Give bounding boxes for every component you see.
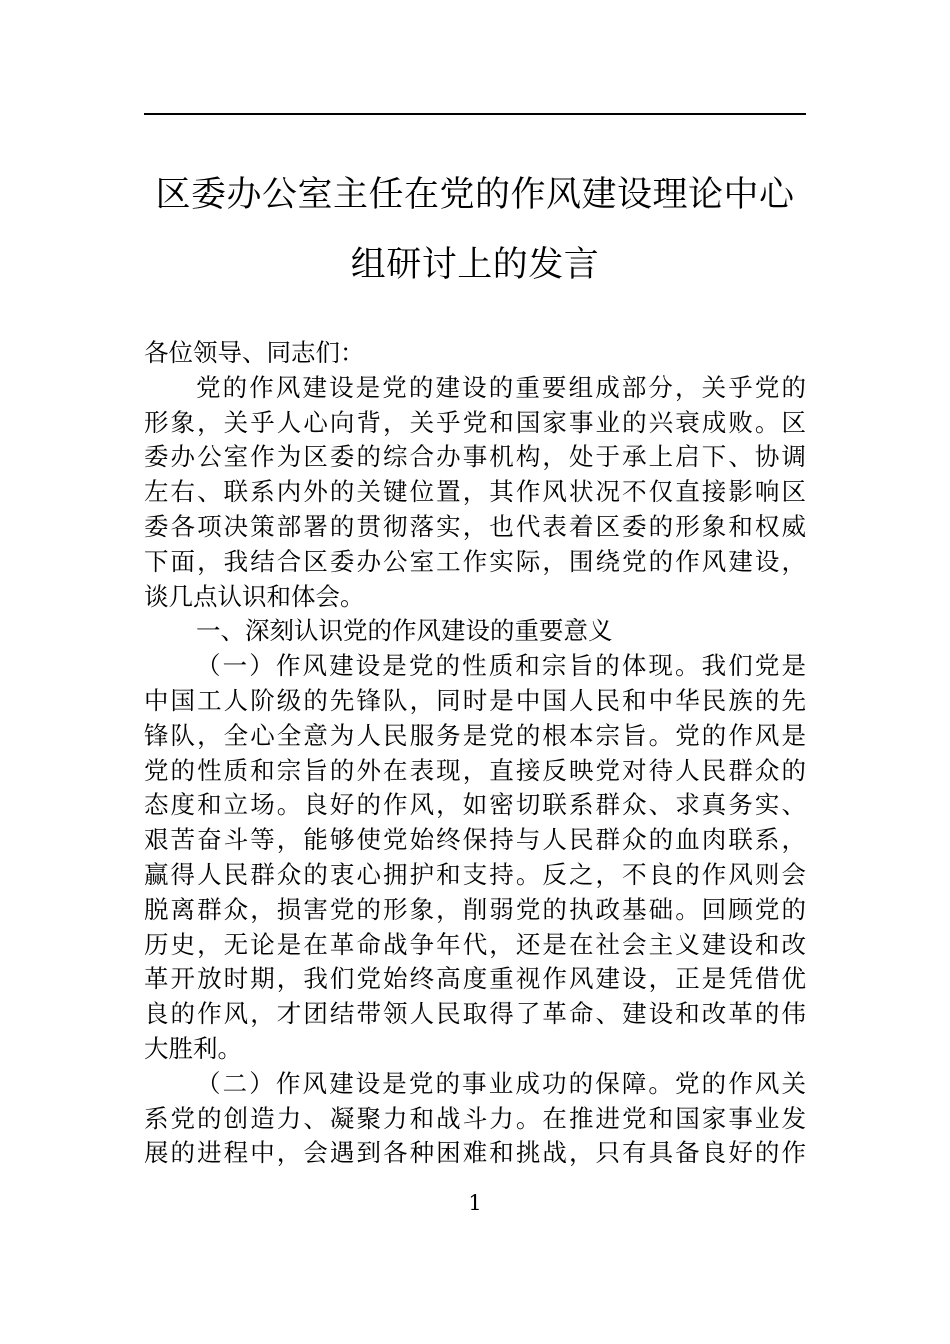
paragraph-3-line: 系党的创造力、凝聚力和战斗力。在推进党和国家事业发 [144,1103,806,1133]
paragraph-1-line: 委办公室作为区委的综合办事机构，处于承上启下、协调 [144,442,806,472]
paragraph-2-line: 历史，无论是在革命战争年代，还是在社会主义建设和改 [144,929,806,959]
header-rule [144,113,806,115]
paragraph-2-line: 大胜利。 [144,1033,242,1063]
paragraph-1-line: 委各项决策部署的贯彻落实，也代表着区委的形象和权威 [144,511,806,541]
document-body [144,336,806,1171]
salutation: 各位领导、同志们： [144,338,365,367]
page-number: 1 [468,1191,482,1215]
paragraph-2-line: （一）作风建设是党的性质和宗旨的体现。我们党是 [196,651,806,681]
paragraph-2-line: 艰苦奋斗等，能够使党始终保持与人民群众的血肉联系， [144,825,806,855]
paragraph-2-line: 态度和立场。良好的作风，如密切联系群众、求真务实、 [144,790,806,820]
paragraph-1-line: 下面，我结合区委办公室工作实际，围绕党的作风建设， [144,546,806,576]
section-heading-1: 一、深刻认识党的作风建设的重要意义 [196,616,613,646]
document-title-line-1: 区委办公室主任在党的作风建设理论中心 [155,175,795,215]
document-title-line-2: 组研讨上的发言 [350,245,600,285]
paragraph-1-line: 党的作风建设是党的建设的重要组成部分，关乎党的 [196,372,806,402]
paragraph-2-line: 赢得人民群众的衷心拥护和支持。反之，不良的作风则会 [144,859,806,889]
paragraph-3-line: （二）作风建设是党的事业成功的保障。党的作风关 [196,1068,806,1098]
paragraph-2-line: 党的性质和宗旨的外在表现，直接反映党对待人民群众的 [144,755,806,785]
paragraph-3-line: 展的进程中，会遇到各种困难和挑战，只有具备良好的作 [144,1138,806,1168]
paragraph-1-line: 谈几点认识和体会。 [144,581,365,611]
paragraph-2-line: 锋队，全心全意为人民服务是党的根本宗旨。党的作风是 [144,720,806,750]
paragraph-1-line: 左右、联系内外的关键位置，其作风状况不仅直接影响区 [144,477,806,507]
paragraph-2-line: 革开放时期，我们党始终高度重视作风建设，正是凭借优 [144,964,806,994]
paragraph-2-line: 脱离群众，损害党的形象，削弱党的执政基础。回顾党的 [144,894,806,924]
paragraph-2-line: 中国工人阶级的先锋队，同时是中国人民和中华民族的先 [144,685,806,715]
paragraph-2-line: 良的作风，才团结带领人民取得了革命、建设和改革的伟 [144,999,806,1029]
paragraph-1-line: 形象，关乎人心向背，关乎党和国家事业的兴衰成败。区 [144,407,806,437]
